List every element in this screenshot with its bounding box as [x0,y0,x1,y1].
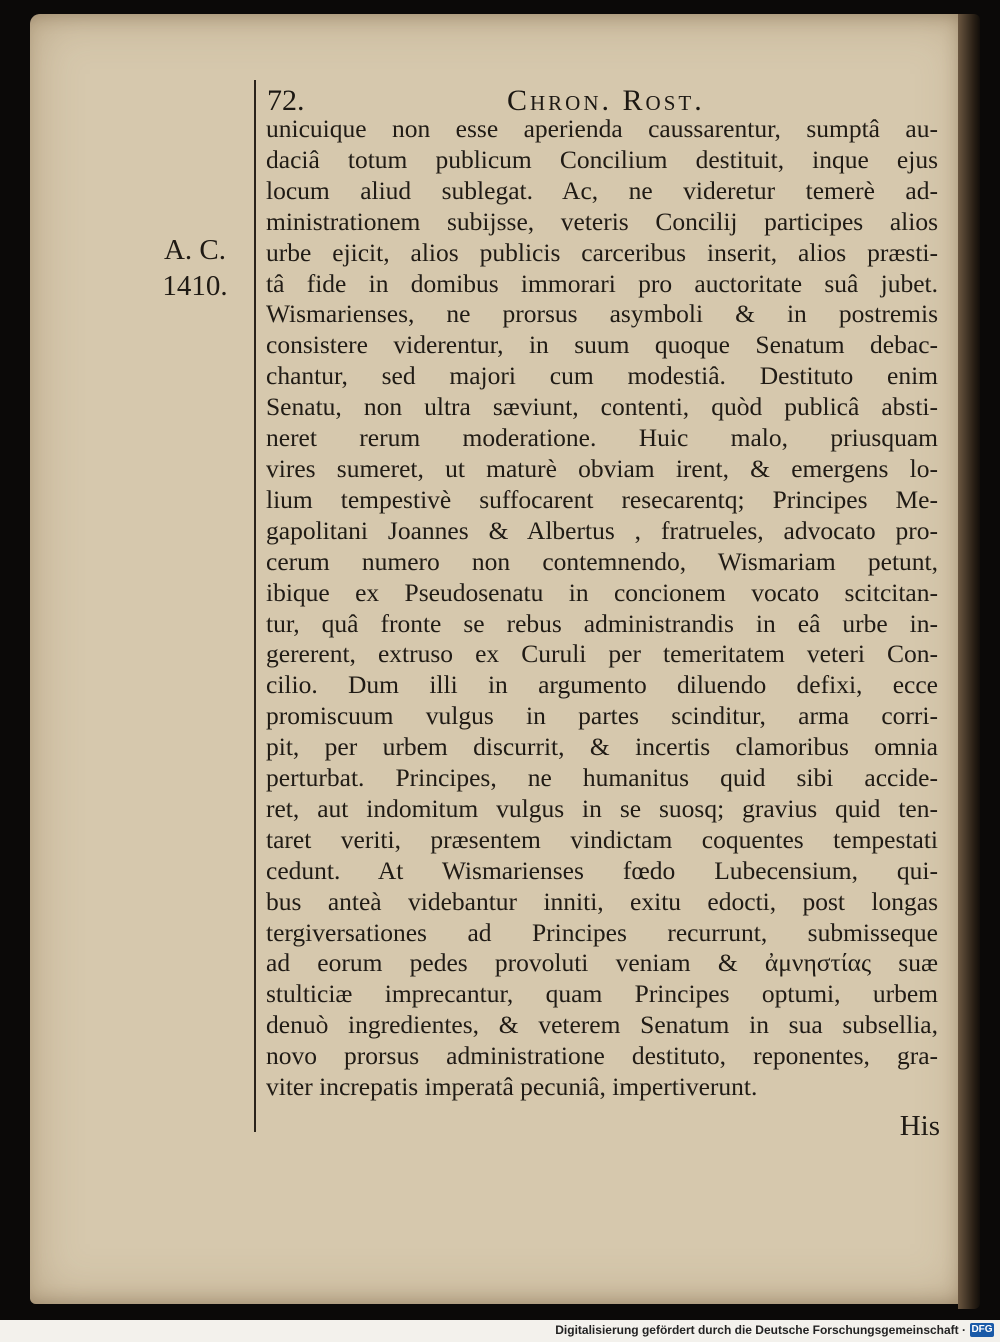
text-line: denuò ingredientes, & veterem Senatum in sua subsellia, [266,1010,938,1040]
text-line: unicuique non esse aperienda caussarentur, sumptâ au- [266,114,938,143]
text-line: tur, quâ fronte se rebus administrandis in eâ urbe in- [266,608,938,638]
text-line: taret veriti, præsentem vindictam coquentes tempestati [266,824,938,854]
body-text [266,114,938,1103]
text-line: cilio. Dum illi in argumento diluendo defixi, ecce [266,670,938,700]
text-line: perturbat. Principes, ne humanitus quid sibi accide- [266,763,938,793]
funding-credit: Digitalisierung gefördert durch die Deutsche Forschungsgemeinschaft · [555,1323,966,1337]
text-line: promiscuum vulgus in partes scinditur, arma corri- [266,701,938,731]
text-line: novo prorsus administratione destituto, reponentes, gra- [266,1041,938,1071]
text-line: cerum numero non contemnendo, Wismariam petunt, [266,546,938,576]
margin-note-line: 1410. [162,270,228,302]
text-line: Wismarienses, ne prorsus asymboli & in postremis [266,299,938,329]
text-line: ret, aut indomitum vulgus in se suosq; gravius quid ten- [266,793,938,823]
text-line: tergiversationes ad Principes recurrunt, submisseque [266,917,938,947]
text-line: tâ fide in domibus immorari pro auctoritate suâ jubet. [266,268,938,298]
text-line: chantur, sed majori cum modestiâ. Destituto enim [266,361,938,391]
footer-bar [0,1320,1000,1342]
text-line: Senatu, non ultra sæviunt, contenti, quòd publicâ absti- [266,392,938,422]
text-line: ministrationem subijsse, veteris Concilij participes alios [266,206,938,236]
text-line: cedunt. At Wismarienses fœdo Lubecensium, qui- [266,855,938,885]
running-head: Chron. Rost. [507,84,705,117]
text-line: ibique ex Pseudosenatu in concionem vocato scitcitan- [266,577,938,607]
text-line: pit, per urbem discurrit, & incertis clamoribus omnia [266,732,938,762]
page-number: 72. [267,84,305,117]
margin-note-line: A. C. [163,234,227,266]
text-line: lium tempestivè suffocarent resecarentq; Principes Me- [266,484,938,514]
text-line: viter increpatis imperatâ pecuniâ, impertiverunt. [266,1072,758,1102]
text-line: daciâ totum publicum Concilium destituit, inque ejus [266,144,938,174]
text-line: locum aliud sublegat. Ac, ne videretur temerè ad- [266,175,938,205]
text-line: gererent, extruso ex Curuli per temeritatem veteri Con- [266,639,938,669]
page-edge [958,14,980,1309]
text-line: neret rerum moderatione. Huic malo, priusquam [266,423,938,453]
catchword: His [899,1110,940,1142]
text-line: gapolitani Joannes & Albertus , fratrueles, advocato pro- [266,515,938,545]
text-line: vires sumeret, ut maturè obviam irent, & emergens lo- [266,453,938,483]
text-line: bus anteà videbantur inniti, exitu edocti, post longas [266,886,938,916]
text-line: urbe ejicit, alios publicis carceribus inserit, alios præsti- [266,237,938,267]
dfg-logo: DFG [971,1324,993,1335]
margin-rule [254,80,256,1132]
text-line: consistere viderentur, in suum quoque Senatum debac- [266,330,938,360]
margin-note-year [142,232,248,304]
text-line: stulticiæ imprecantur, quam Principes optumi, urbem [266,979,938,1009]
text-line: ad eorum pedes provoluti veniam & ἀμνηστίας suæ [266,948,938,978]
